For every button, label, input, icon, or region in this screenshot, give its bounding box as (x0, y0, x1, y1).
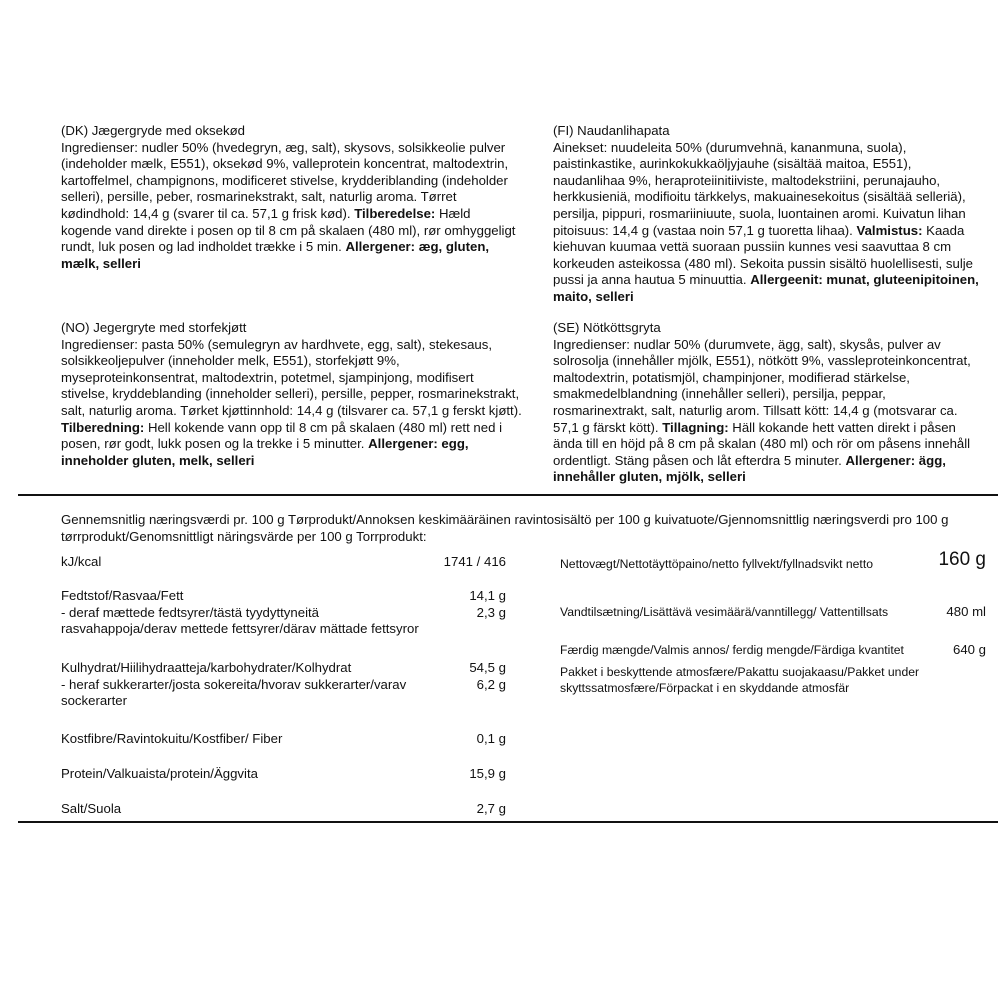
package-value: 640 g (952, 642, 986, 657)
nutrition-label: kJ/kcal (61, 554, 102, 569)
section-title: (NO) Jegergryte med storfekjøtt (61, 320, 247, 335)
package-label: Nettovægt/Nettotäyttöpaino/netto fyllvekt/fyllnadsvikt netto (560, 557, 873, 571)
nutrition-label: Kostfibre/Ravintokuitu/Kostfiber/ Fiber (61, 731, 283, 746)
prep-text: Kaada kiehuvan kuumaa vettä suoraan pussiin kunnes vesi saavuttaa 8 cm korkeuden asteikossa (480 ml). Sekoita pussin sisältö huolellisesti, sulje pussi ja anna hautua 5 minuuttia. (553, 222, 974, 288)
ingredients-text: Ainekset: nuudeleita 50% (durumvehnä, kananmuna, suola), paistinkastike, aurinkokukkaöljyjauhe (sisältää maitoa, E551), naudanlihaa 9%, heraproteiinitiiviste, maltodekstriini, perunajauho, herkkusieniä, modifioitu tärkkelys, makuainesekoitus (sisältää selleriä), persilja, pippuri, rosmariiniuute, suola, luontainen aromi. Kuivatun lihan pitoisuus: 14,4 g (vastaa noin 57,1 g tuoretta lihaa). (553, 139, 966, 238)
nutrition-label: Fedtstof/Rasvaa/Fett (61, 588, 184, 603)
allergens-text: Allergeenit: munat, gluteenipitoinen, maito, selleri (553, 272, 979, 304)
ingredients-text: Ingredienser: nudlar 50% (durumvete, ägg, salt), skysås, pulver av solrosolja (innehåller mjölk, E551), nötkött 9%, vassleproteinkoncentrat, maltodextrin, potatismjöl, champinjoner, modifierad stärkelse, smakmedelblandning (innehåller selleri), persilja, peppar, rosmarinextrakt, salt, naturlig arom. Tillsatt kött: 14,4 g (motsvarar ca. 57,1 g färskt kött). (553, 336, 971, 435)
package-value: 160 g (938, 549, 986, 570)
allergens-text: Allergener: ägg, innehåller gluten, mjölk, selleri (553, 452, 946, 485)
allergens-text: Allergener: æg, gluten, mælk, selleri (61, 239, 490, 271)
nutrition-row-fat (61, 588, 506, 638)
nutrition-sub-label: - heraf sukkerarter/josta sokereita/hvorav sukkerarter/varav sockerarter (61, 676, 407, 709)
package-value: 480 ml (946, 604, 986, 619)
nutrition-value: 15,9 g (469, 766, 506, 781)
section-title: (FI) Naudanlihapata (553, 123, 670, 138)
package-atmosphere-text: Pakket i beskyttende atmosfære/Pakattu suojakaasu/Pakket under skyttssatmosfære/Förpackat i en skyddande atmosfär (560, 665, 920, 695)
ingredients-text: Ingredienser: pasta 50% (semulegryn av hardhvete, egg, salt), stekesaus, solsikkeoljepulver (inneholder melk, E551), storfekjøtt 9%, myseproteinkonsentrat, maltodextrin, potetmel, sjampinjong, modifisert stivelse, kryddeblanding (inneholder selleri), persille, pepper, rosmarinekstrakt, salt, naturlig aroma. Tørket kjøttinnhold: 14,4 g (tilsvarer ca. 57,1 g ferskt kjøtt). (61, 336, 522, 418)
nutrition-value: 2,7 g (476, 801, 506, 816)
section-fi (553, 123, 983, 306)
nutrition-value: 1741 / 416 (443, 554, 506, 569)
nutrition-sub-value: 2,3 g (476, 604, 506, 620)
section-title: (SE) Nötköttsgryta (553, 320, 661, 335)
nutrition-sub-label: - deraf mættede fedtsyrer/tästä tyydyttyneitä rasvahappoja/derav mettede fettsyrer/därav mättade fettsyror (61, 604, 419, 637)
nutrition-row-salt (61, 801, 506, 818)
divider-top (18, 494, 998, 496)
nutrition-label: Salt/Suola (61, 801, 122, 816)
package-water (560, 604, 986, 620)
prep-text: Hæld kogende vand direkte i posen op til 8 cm på skalaen (480 ml), rør omhyggeligt rundt, luk posen og lad indholdet trække i 5 min. (61, 205, 516, 255)
nutrition-row-carbs (61, 660, 506, 710)
package-net-weight (560, 549, 986, 572)
nutrition-row-protein (61, 766, 506, 783)
nutrition-value: 0,1 g (476, 731, 506, 746)
prep-label: Tilberedelse: (354, 205, 436, 221)
prep-label: Tilberedning: (61, 419, 145, 435)
allergens-text: Allergener: egg, inneholder gluten, melk, selleri (61, 436, 469, 468)
section-se (553, 320, 983, 486)
nutrition-intro: Gennemsnitlig næringsværdi pr. 100 g Tørprodukt/Annoksen keskimääräinen ravintosisältö per 100 g kuivatuote/Gjennomsnittlig næringsverdi pro 100 g tørrprodukt/Genomsnittligt näringsvärde per 100 g Torrprodukt: (61, 512, 949, 544)
nutrition-row-fibre (61, 731, 506, 748)
section-dk (61, 123, 523, 272)
package-atmosphere (560, 664, 920, 696)
prep-label: Valmistus: (856, 222, 923, 238)
nutrition-row-energy (61, 554, 506, 571)
nutrition-label: Protein/Valkuaista/protein/Äggvita (61, 766, 258, 781)
package-label: Færdig mængde/Valmis annos/ ferdig mengde/Färdiga kvantitet (560, 643, 904, 657)
prep-label: Tillagning: (662, 419, 729, 435)
section-no (61, 320, 523, 469)
prep-text: Hell kokende vann opp til 8 cm på skalaen (480 ml) rett ned i posen, rør godt, lukk posen og la trekke i 5 minutter. (61, 419, 502, 452)
ingredients-text: Ingredienser: nudler 50% (hvedegryn, æg, salt), skysovs, solsikkeolie pulver (indeholder mælk, E551), oksekød 9%, valleprotein koncentrat, maltodextrin, kartoffelmel, champignons, modificeret stivelse, krydderiblanding (indeholder selleri), persille, peber, rosmarinekstrakt, salt, naturlig aroma. Tørret kødindhold: 14,4 g (svarer til ca. 57,1 g frisk kød). (61, 139, 509, 221)
package-portion (560, 642, 986, 658)
prep-text: Häll kokande hett vatten direkt i påsen ända till en höjd på 8 cm på skalan (480 ml) och rör om påsens innehåll ordentligt. Stäng påsen och låt efterdra 5 minuter. (553, 419, 971, 468)
nutrition-value: 54,5 g (469, 660, 506, 675)
divider-bottom (18, 821, 998, 823)
section-title: (DK) Jægergryde med oksekød (61, 123, 245, 138)
nutrition-value: 14,1 g (469, 588, 506, 603)
package-label: Vandtilsætning/Lisättävä vesimäärä/vanntillegg/ Vattentillsats (560, 605, 889, 619)
nutrition-label: Kulhydrat/Hiilihydraatteja/karbohydrater/Kolhydrat (61, 660, 352, 675)
nutrition-sub-value: 6,2 g (476, 676, 506, 692)
